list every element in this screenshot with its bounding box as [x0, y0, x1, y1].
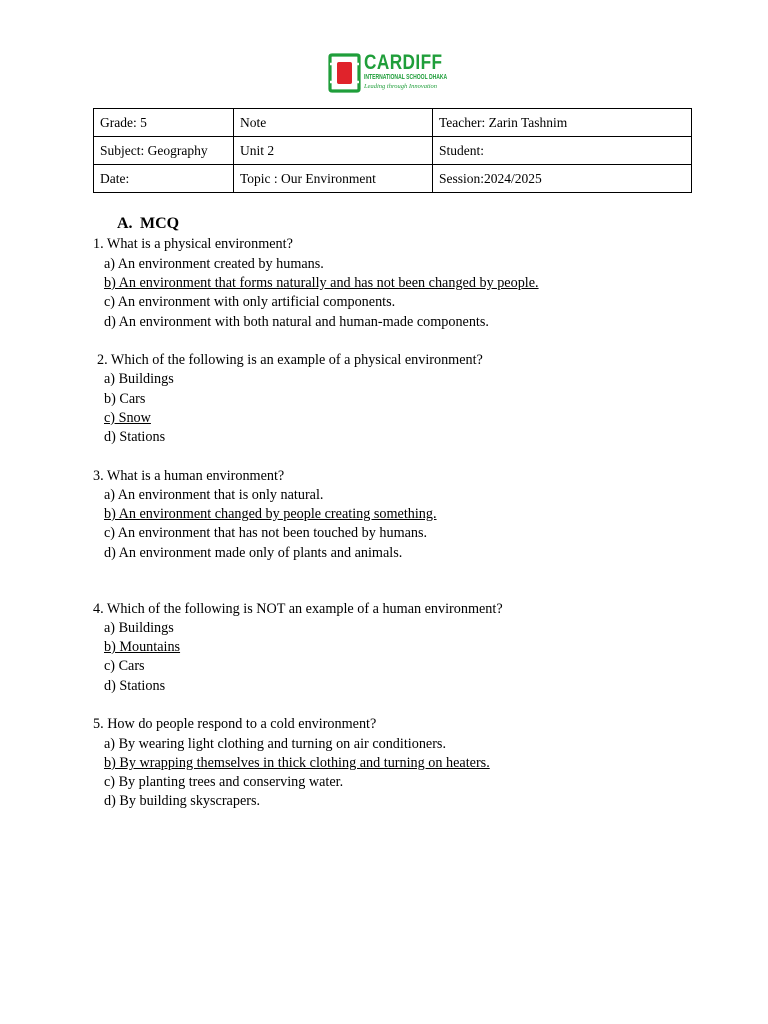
q5-option-c: c) By planting trees and conserving water. — [104, 774, 344, 790]
q2-option-c — [104, 410, 151, 427]
logo-name: CARDIFF — [364, 51, 443, 74]
q4-option-a: a) Buildings — [104, 620, 174, 636]
section-title: MCQ — [140, 215, 180, 232]
question-1: 1. What is a physical environment? — [93, 236, 293, 252]
question-2: 2. Which of the following is an example of a physical environment? — [97, 352, 483, 368]
question-4: 4. Which of the following is NOT an example of a human environment? — [93, 601, 503, 617]
q3-option-c: c) An environment that has not been touched by humans. — [104, 525, 428, 541]
table-row — [94, 165, 692, 193]
unit-cell: Unit 2 — [234, 137, 433, 165]
q1-option-c: c) An environment with only artificial components. — [104, 294, 396, 310]
student-cell: Student: — [433, 137, 692, 165]
section-heading — [117, 215, 179, 233]
q3-option-d: d) An environment made only of plants and animals. — [104, 545, 403, 561]
info-table — [93, 108, 692, 193]
q4-option-d: d) Stations — [104, 678, 166, 694]
note-cell: Note — [234, 109, 433, 137]
subject-cell: Subject: Geography — [94, 137, 234, 165]
q3-answer: b) An environment changed by people creating something. — [104, 506, 437, 522]
q3-option-a: a) An environment that is only natural. — [104, 487, 324, 503]
q4-option-b — [104, 639, 180, 656]
question-5: 5. How do people respond to a cold environment? — [93, 716, 377, 732]
school-logo — [328, 51, 448, 94]
q4-answer: b) Mountains — [104, 639, 181, 655]
section-letter: A. — [117, 215, 133, 232]
session-cell: Session:2024/2025 — [433, 165, 692, 193]
q2-option-b: b) Cars — [104, 391, 146, 407]
grade-cell: Grade: 5 — [94, 109, 234, 137]
q5-answer: b) By wrapping themselves in thick clothing and turning on heaters. — [104, 755, 490, 771]
logo-tagline: Leading through Innovation — [364, 83, 438, 90]
topic-cell: Topic : Our Environment — [234, 165, 433, 193]
teacher-cell: Teacher: Zarin Tashnim — [433, 109, 692, 137]
q1-option-a: a) An environment created by humans. — [104, 256, 324, 272]
cardiff-logo-icon — [328, 53, 361, 93]
q5-option-d: d) By building skyscrapers. — [104, 793, 261, 809]
q5-option-a: a) By wearing light clothing and turning on air conditioners. — [104, 736, 447, 752]
q2-answer: c) Snow — [104, 410, 151, 426]
q5-option-b — [104, 755, 490, 772]
q2-option-a: a) Buildings — [104, 371, 174, 387]
date-cell: Date: — [94, 165, 234, 193]
q4-option-c: c) Cars — [104, 658, 145, 674]
table-row — [94, 109, 692, 137]
q1-option-b — [104, 275, 539, 292]
q1-answer: b) An environment that forms naturally and has not been changed by people. — [104, 275, 539, 291]
q3-option-b — [104, 506, 437, 523]
logo-subtitle: INTERNATIONAL SCHOOL DHAKA — [364, 74, 448, 81]
table-row — [94, 137, 692, 165]
q2-option-d: d) Stations — [104, 429, 166, 445]
q1-option-d: d) An environment with both natural and human-made components. — [104, 314, 489, 330]
question-3: 3. What is a human environment? — [93, 468, 285, 484]
